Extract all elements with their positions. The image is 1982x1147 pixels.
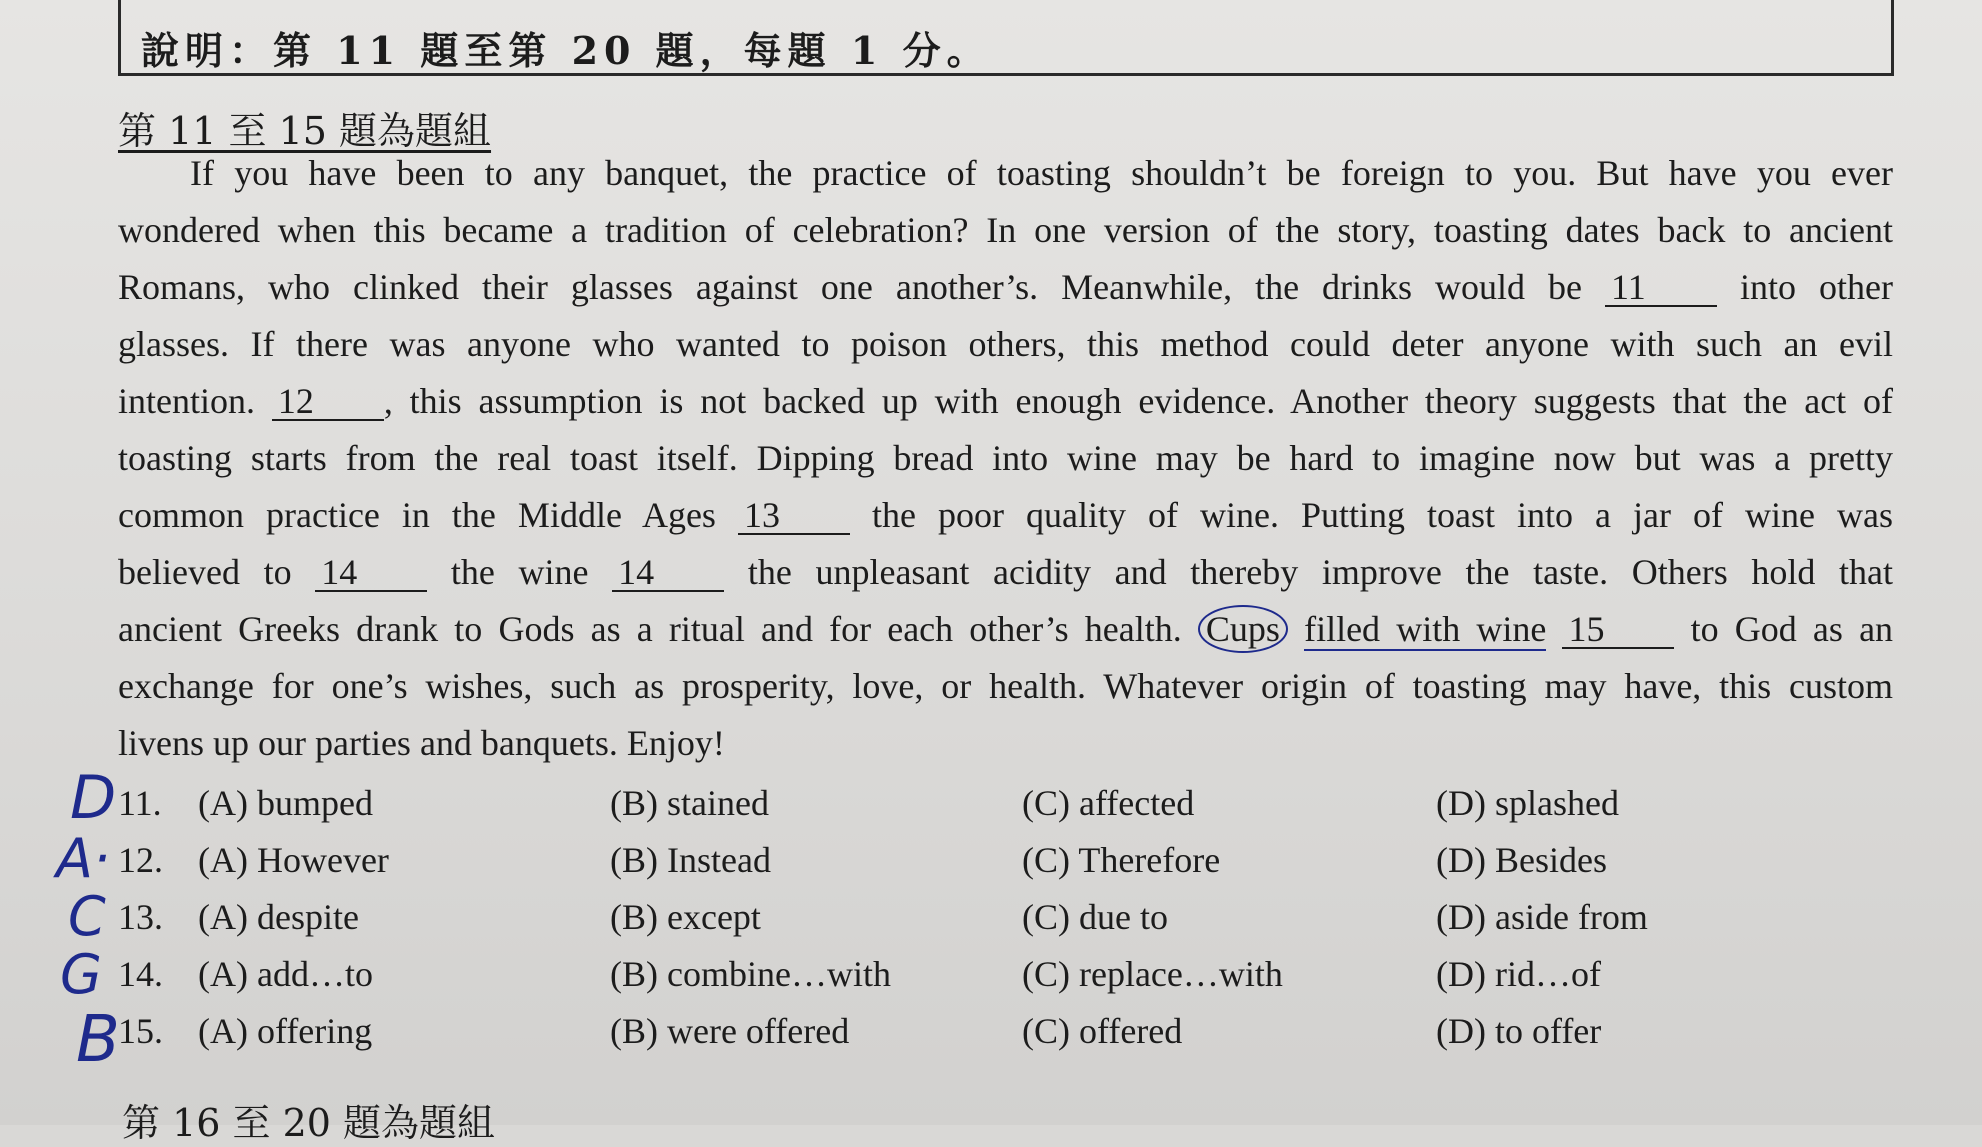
passage-line-5	[118, 373, 1893, 429]
option-d: (D) splashed	[1436, 783, 1619, 823]
passage-text: intention.	[118, 381, 255, 421]
passage-text: the poor quality of wine. Putting toast into a jar of wine was	[871, 495, 1893, 535]
passage-text: common practice in the Middle Ages	[118, 495, 716, 535]
handwritten-answer-13: C	[68, 885, 106, 948]
option-c: (C) Therefore	[1022, 840, 1221, 880]
handwritten-answer-12: A·	[56, 827, 111, 890]
option-d: (D) aside from	[1436, 897, 1648, 937]
group-heading-16-20: 第 16 至 20 題為題組	[122, 1101, 496, 1145]
option-c: (C) affected	[1022, 783, 1195, 823]
passage-text: ancient Greeks drank to Gods as a ritual and for each other’s health.	[118, 609, 1182, 649]
passage-line-6: toasting starts from the real toast itself. Dipping bread into wine may be hard to imagine now but was a pretty	[118, 438, 1893, 478]
group-heading-11-15: 第 11 至 15 題為題組	[118, 109, 492, 153]
option-a: (A) offering	[198, 1011, 373, 1051]
blank-15: 15	[1562, 611, 1674, 649]
passage-text: , this assumption is not backed up with enough evidence. Another theory suggests that the act of	[383, 381, 1894, 421]
handwritten-answer-15: B	[76, 1003, 120, 1077]
passage-line-7	[118, 487, 1893, 543]
passage-line-4: glasses. If there was anyone who wanted to poison others, this method could deter anyone with such an evil	[118, 324, 1893, 364]
passage-line-9	[118, 601, 1893, 657]
option-d: (D) to offer	[1436, 1011, 1602, 1051]
question-number: 11.	[118, 783, 162, 823]
passage-line-8	[118, 544, 1893, 600]
passage-text: the wine	[450, 552, 589, 592]
option-c: (C) offered	[1022, 1011, 1183, 1051]
blank-11: 11	[1605, 269, 1717, 307]
passage-text: Romans, who clinked their glasses against one another’s. Meanwhile, the drinks would be	[118, 267, 1583, 307]
option-d: (D) Besides	[1436, 840, 1607, 880]
option-b: (B) Instead	[610, 840, 771, 880]
question-number: 14.	[118, 954, 163, 994]
handwritten-answer-14: G	[60, 943, 102, 1006]
underlined-phrase: filled with wine	[1304, 609, 1547, 649]
option-c: (C) replace…with	[1022, 954, 1283, 994]
passage-text: the unpleasant acidity and thereby improve the taste. Others hold that	[747, 552, 1894, 592]
passage-text: to God as an	[1690, 609, 1894, 649]
passage-line-2: wondered when this became a tradition of celebration? In one version of the story, toasting dates back to ancient	[118, 210, 1893, 250]
blank-14b: 14	[612, 554, 724, 592]
option-a: (A) add…to	[198, 954, 373, 994]
question-number: 12.	[118, 840, 163, 880]
passage-text: believed to	[118, 552, 292, 592]
blank-13: 13	[738, 497, 850, 535]
blank-12: 12	[272, 383, 384, 421]
option-a: (A) bumped	[198, 783, 373, 823]
passage-line-10: exchange for one’s wishes, such as prosperity, love, or health. Whatever origin of toasting may have, this custom	[118, 666, 1893, 706]
option-b: (B) stained	[610, 783, 769, 823]
instruction-box	[118, 0, 1894, 76]
instruction-text: 說明：第 11 題至第 20 題，每題 1 分。	[141, 28, 991, 73]
option-b: (B) combine…with	[610, 954, 891, 994]
option-d: (D) rid…of	[1436, 954, 1601, 994]
passage-text: into other	[1740, 267, 1893, 307]
option-a: (A) despite	[198, 897, 359, 937]
passage-line-1: If you have been to any banquet, the practice of toasting shouldn’t be foreign to you. But have you ever	[190, 153, 1893, 193]
passage-line-3	[118, 259, 1893, 315]
passage-line-11: livens up our parties and banquets. Enjoy!	[118, 723, 725, 763]
circled-word: Cups	[1198, 605, 1288, 653]
handwritten-answer-11: D	[70, 763, 117, 833]
blank-14a: 14	[315, 554, 427, 592]
option-b: (B) were offered	[610, 1011, 850, 1051]
option-c: (C) due to	[1022, 897, 1168, 937]
option-a: (A) However	[198, 840, 389, 880]
question-number: 13.	[118, 897, 163, 937]
question-number: 15.	[118, 1011, 163, 1051]
option-b: (B) except	[610, 897, 761, 937]
